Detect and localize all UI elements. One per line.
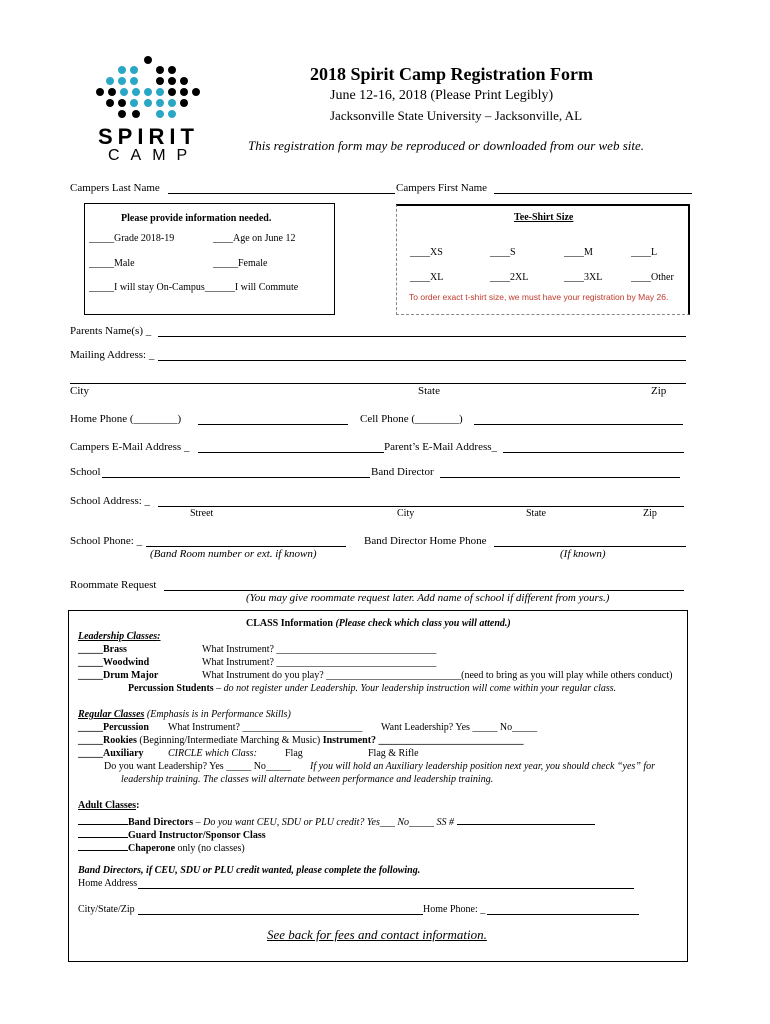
home-phone-label: Home Phone (________) bbox=[70, 413, 182, 425]
size-2xl[interactable]: ____2XL bbox=[490, 272, 529, 283]
home-address-label: Home Address bbox=[78, 878, 138, 889]
logo-dot bbox=[144, 88, 152, 96]
cell-phone-input[interactable] bbox=[474, 424, 683, 425]
brass-instrument[interactable]: What Instrument? ________________________________ bbox=[202, 644, 437, 655]
parents-label: Parents Name(s) _ bbox=[70, 325, 152, 337]
percussion-option[interactable]: _____Percussion bbox=[78, 722, 149, 733]
logo-dot bbox=[108, 88, 116, 96]
info-box-heading: Please provide information needed. bbox=[121, 213, 272, 224]
bd-complete-note: Band Directors, if CEU, SDU or PLU credit wanted, please complete the following. bbox=[78, 865, 421, 876]
logo-dot bbox=[96, 88, 104, 96]
logo-dot bbox=[106, 77, 114, 85]
parents-input[interactable] bbox=[158, 336, 686, 337]
school-input[interactable] bbox=[102, 477, 370, 478]
mailing-label: Mailing Address: _ bbox=[70, 349, 155, 361]
rookies-row bbox=[78, 735, 524, 746]
flag-rifle-option[interactable]: Flag & Rifle bbox=[368, 748, 419, 759]
school-address-label: School Address: _ bbox=[70, 495, 151, 507]
campus-field[interactable]: _____I will stay On-Campus______I will Commute bbox=[89, 282, 299, 293]
band-director-input[interactable] bbox=[440, 477, 680, 478]
bd-home-phone-label-2: Home Phone: _ bbox=[423, 904, 486, 915]
street-label: Street bbox=[190, 508, 214, 519]
percussion-students-note bbox=[128, 683, 616, 694]
home-phone-input[interactable] bbox=[198, 424, 348, 425]
if-known-note: (If known) bbox=[560, 548, 606, 560]
logo-dot bbox=[132, 110, 140, 118]
last-name-label: Campers Last Name bbox=[70, 182, 160, 194]
leadership-title-text: Leadership Classes bbox=[78, 631, 158, 642]
roommate-note: (You may give roommate request later. Add name of school if different from yours.) bbox=[246, 592, 610, 604]
chaperone-option[interactable]: Chaperone bbox=[128, 843, 176, 854]
zip-label-2: Zip bbox=[643, 508, 657, 519]
logo-dot bbox=[118, 110, 126, 118]
last-name-input[interactable] bbox=[168, 193, 395, 194]
drum-major-instrument[interactable]: What Instrument do you play? ___________________________(need to bring as you will play while others conduct) bbox=[202, 670, 673, 681]
percussion-students-label: Percussion Students bbox=[128, 683, 214, 694]
logo-dot bbox=[156, 110, 164, 118]
female-field[interactable]: _____Female bbox=[213, 258, 268, 269]
logo-dot bbox=[132, 88, 140, 96]
band-room-note: (Band Room number or ext. if known) bbox=[150, 548, 317, 560]
class-heading-note: (Please check which class you will attend.) bbox=[335, 618, 511, 629]
logo-dot bbox=[168, 66, 176, 74]
school-label: School bbox=[70, 466, 101, 478]
logo-word-camp: CAMP bbox=[108, 147, 199, 164]
roommate-input[interactable] bbox=[164, 590, 684, 591]
camp-dates bbox=[330, 88, 553, 104]
logo-dot bbox=[168, 88, 176, 96]
woodwind-option[interactable]: _____Woodwind bbox=[78, 657, 150, 668]
logo-dot bbox=[118, 66, 126, 74]
chaperone-note: only (no classes) bbox=[175, 843, 245, 854]
logo-dot bbox=[168, 77, 176, 85]
guard-option[interactable]: Guard Instructor/Sponsor Class bbox=[128, 830, 266, 841]
auxiliary-option[interactable]: _____Auxiliary bbox=[78, 748, 144, 759]
male-field[interactable]: _____Male bbox=[89, 258, 135, 269]
size-m[interactable]: ____M bbox=[564, 247, 593, 258]
logo-dot bbox=[156, 88, 164, 96]
woodwind-instrument[interactable]: What Instrument? ________________________________ bbox=[202, 657, 437, 668]
mailing-input[interactable] bbox=[158, 360, 686, 361]
size-s[interactable]: ____S bbox=[490, 247, 516, 258]
bd-home-phone-label: Band Director Home Phone bbox=[364, 535, 487, 547]
email-label: Campers E-Mail Address _ bbox=[70, 441, 190, 453]
band-directors-option[interactable]: Band Directors bbox=[128, 817, 194, 828]
band-director-label: Band Director bbox=[371, 466, 434, 478]
bd-complete-text: Band Directors, if CEU, SDU or PLU credit wanted, please complete the following bbox=[78, 865, 418, 876]
size-xl[interactable]: ____XL bbox=[410, 272, 444, 283]
size-3xl[interactable]: ____3XL bbox=[564, 272, 603, 283]
state-label-2: State bbox=[526, 508, 546, 519]
aux-leadership[interactable]: Do you want Leadership? Yes _____ No_____ bbox=[104, 761, 291, 772]
size-xs[interactable]: ____XS bbox=[410, 247, 443, 258]
logo-dot bbox=[118, 77, 126, 85]
zip-label: Zip bbox=[651, 385, 667, 397]
brass-option[interactable]: _____Brass bbox=[78, 644, 127, 655]
shirt-box-heading: Tee-Shirt Size bbox=[514, 212, 574, 223]
first-name-input[interactable] bbox=[494, 193, 692, 194]
flag-option[interactable]: Flag bbox=[285, 748, 303, 759]
email-input[interactable] bbox=[198, 452, 384, 453]
percussion-instrument[interactable]: What Instrument? ________________________ bbox=[168, 722, 363, 733]
grade-field[interactable]: _____Grade 2018-19 bbox=[89, 233, 175, 244]
logo-dot bbox=[144, 56, 152, 64]
age-field[interactable]: ____Age on June 12 bbox=[213, 233, 296, 244]
logo-dot bbox=[144, 99, 152, 107]
logo-dot bbox=[180, 88, 188, 96]
percussion-students-detail: – do not register under Leadership. Your leadership instruction will come within your regular class. bbox=[213, 683, 617, 694]
regular-title-note: (Emphasis is in Performance Skills) bbox=[144, 709, 291, 720]
see-back-note: See back for fees and contact information. bbox=[267, 927, 487, 942]
leadership-title: Leadership Classes: bbox=[78, 631, 161, 642]
parent-email-label: Parent’s E-Mail Address_ bbox=[384, 441, 498, 453]
first-name-label: Campers First Name bbox=[396, 182, 488, 194]
band-directors-question[interactable]: – Do you want CEU, SDU or PLU credit? Yes___ No_____ SS # bbox=[193, 817, 457, 828]
logo-dot bbox=[120, 88, 128, 96]
parent-email-input[interactable] bbox=[503, 452, 684, 453]
drum-major-option[interactable]: _____Drum Major bbox=[78, 670, 159, 681]
city-state-zip-label: City/State/Zip bbox=[78, 904, 135, 915]
reproduce-note: This registration form may be reproduced or downloaded from our web site. bbox=[248, 138, 645, 153]
school-address-input[interactable] bbox=[158, 506, 684, 507]
rookies-instrument[interactable]: Instrument? _____________________________ bbox=[322, 735, 524, 746]
logo-dot bbox=[156, 99, 164, 107]
size-other[interactable]: ____Other bbox=[631, 272, 674, 283]
address-line-2[interactable] bbox=[70, 383, 686, 384]
state-label: State bbox=[418, 385, 440, 397]
regular-title-text: Regular Classes bbox=[78, 709, 145, 720]
adult-title: Adult Classes: bbox=[78, 800, 140, 811]
logo-dot bbox=[168, 110, 176, 118]
city-state-zip-input[interactable] bbox=[138, 914, 423, 915]
class-heading-text: CLASS Information bbox=[246, 618, 333, 629]
ssn-input[interactable] bbox=[457, 813, 595, 825]
adult-title-text: Adult Classes bbox=[78, 800, 137, 811]
logo-dot bbox=[118, 99, 126, 107]
logo-dot bbox=[180, 99, 188, 107]
rookies-option[interactable]: _____Rookies bbox=[78, 735, 137, 746]
shirt-order-note: To order exact t-shirt size, we must have your registration by May 26. bbox=[409, 292, 669, 302]
chaperone-row bbox=[78, 839, 245, 854]
page-title: 2018 Spirit Camp Registration Form bbox=[310, 64, 593, 84]
class-heading bbox=[246, 618, 511, 629]
logo-dot bbox=[180, 77, 188, 85]
city-label: City bbox=[70, 385, 89, 397]
logo-dot bbox=[130, 66, 138, 74]
bd-home-phone-input[interactable] bbox=[494, 546, 686, 547]
logo-dot bbox=[192, 88, 200, 96]
regular-title bbox=[78, 709, 291, 720]
cell-phone-label: Cell Phone (________) bbox=[360, 413, 463, 425]
logo-dot bbox=[156, 66, 164, 74]
logo-dot bbox=[156, 77, 164, 85]
logo-dot bbox=[130, 99, 138, 107]
city-label-2: City bbox=[397, 508, 415, 519]
bd-home-phone-input-2[interactable] bbox=[487, 914, 639, 915]
size-l[interactable]: ____L bbox=[631, 247, 658, 258]
logo-dot bbox=[168, 99, 176, 107]
logo-word-spirit: SPIRIT bbox=[98, 124, 199, 149]
roommate-label: Roommate Request bbox=[70, 579, 157, 591]
home-address-input[interactable] bbox=[138, 888, 634, 889]
percussion-leadership[interactable]: Want Leadership? Yes _____ No_____ bbox=[381, 722, 538, 733]
camp-dates-text: June 12-16, 2018 (Please Print Legibly) bbox=[330, 88, 554, 103]
camp-location: Jacksonville State University – Jacksonville, AL bbox=[330, 108, 583, 123]
school-phone-label: School Phone: _ bbox=[70, 535, 143, 547]
aux-note: If you will hold an Auxiliary leadership position next year, you should check “yes” for bbox=[310, 761, 656, 772]
rookies-note: (Beginning/Intermediate Marching & Music) bbox=[136, 735, 323, 746]
aux-note-2: leadership training. The classes will alternate between performance and leadership training. bbox=[121, 774, 494, 785]
logo-dot bbox=[130, 77, 138, 85]
logo-dot bbox=[106, 99, 114, 107]
circle-class-label: CIRCLE which Class: bbox=[168, 748, 257, 759]
school-phone-input[interactable] bbox=[146, 546, 346, 547]
